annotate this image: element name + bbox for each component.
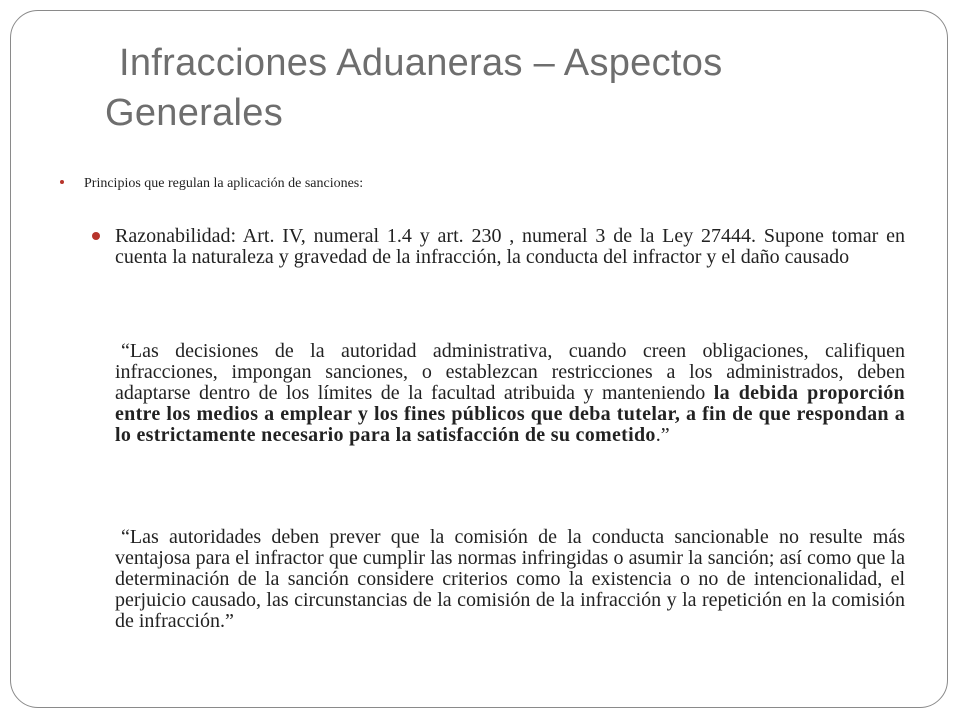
quote-bold-text: la debida proporción entre los medios a emplear y los fines públicos que deba tutelar, a fin de que respondan a lo estrictamente necesario para la satisfacción de su cometido xyxy=(115,382,905,446)
paragraph-razonabilidad: Razonabilidad: Art. IV, numeral 1.4 y art. 230 , numeral 3 de la Ley 27444. Supone tomar en cuenta la naturaleza y gravedad de la infracción, la conducta del infractor y el daño causado xyxy=(115,225,905,268)
slide-title-line1: Infracciones Aduaneras – Aspectos xyxy=(119,42,723,84)
subhead-text: Principios que regulan la aplicación de sanciones: xyxy=(84,176,364,191)
paragraph-quote-autoridades: “Las autoridades deben prever que la comisión de la conducta sancionable no resulte más ventajosa para el infractor que cumplir las normas infringidas o asumir la sanción; así como que la determinación de la sanción considere criterios como la existencia o no de intencionalidad, el perjuicio causado, las circunstancias de la comisión de la infracción y la repetición en la comisión de infracción.” xyxy=(115,526,905,632)
slide-title xyxy=(105,38,865,138)
bullet-icon xyxy=(92,232,100,240)
paragraph-quote-decisiones xyxy=(115,341,905,446)
quote-text-start: “Las decisiones de la autoridad administrativa, cuando creen obligaciones, califiquen infracciones, impongan sanciones, o establezcan restricciones a los administrados, deben adaptarse dentro de los límites de la facultad atribuida y manteniendo xyxy=(115,340,905,404)
slide-title-line2: Generales xyxy=(105,92,284,134)
small-bullet-icon xyxy=(60,180,64,184)
section-subhead xyxy=(60,176,363,192)
quote-text-end: .” xyxy=(655,424,670,446)
